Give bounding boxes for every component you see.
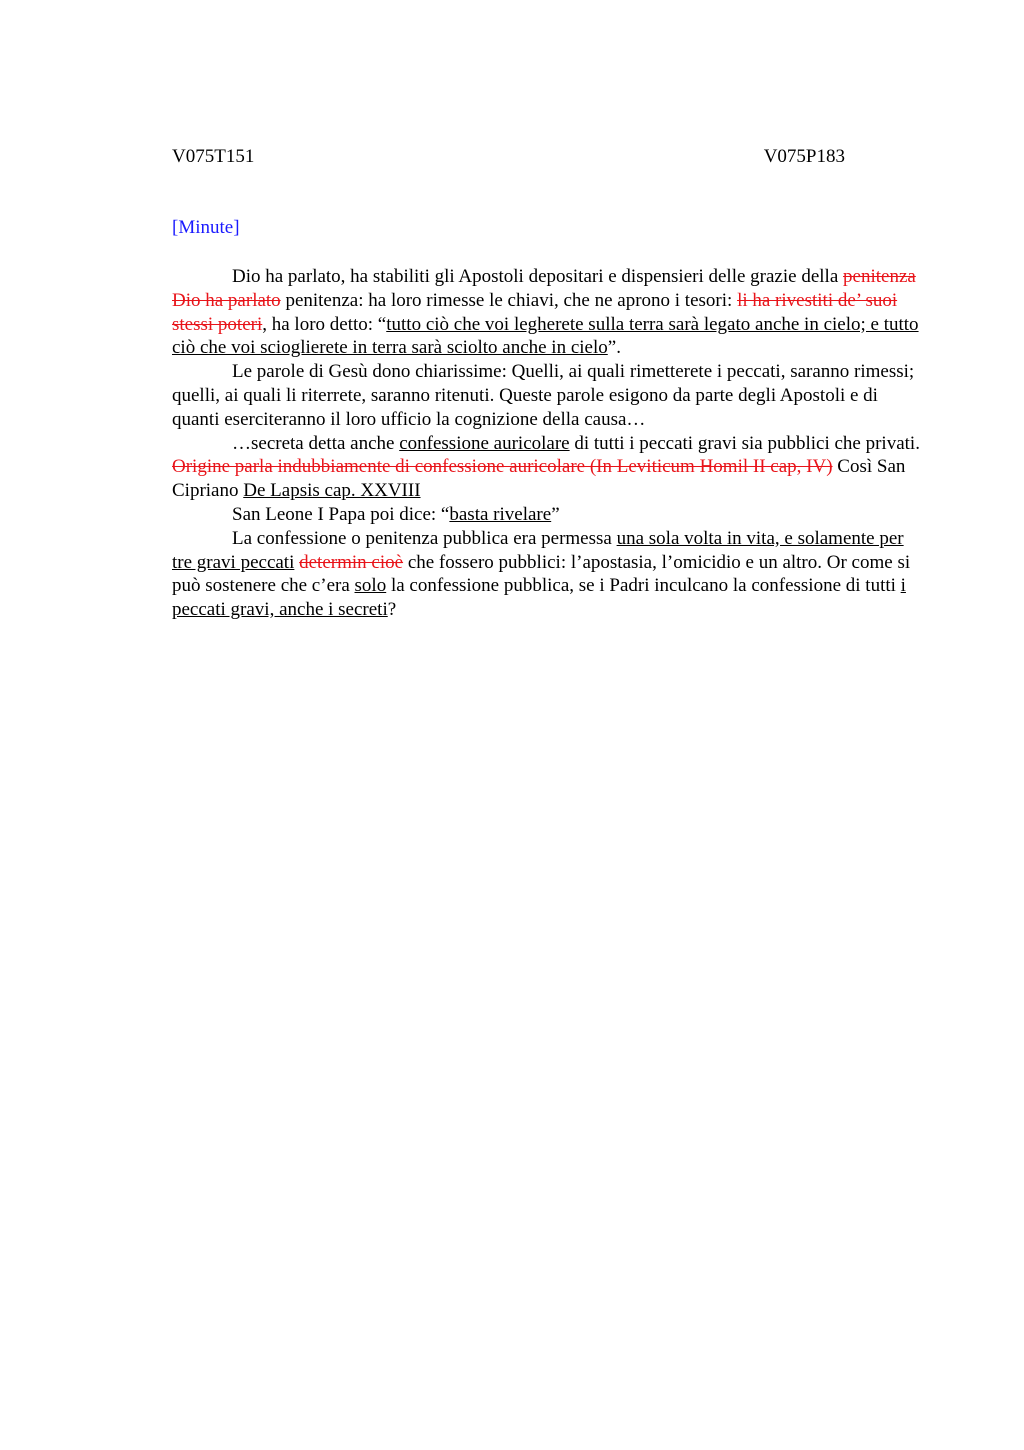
text-segment: …secreta detta anche: [232, 432, 400, 454]
text-segment: San Leone I Papa poi dice: “: [232, 503, 450, 525]
text-segment: , ha loro detto: “: [262, 313, 387, 335]
text-segment: La confessione o penitenza pubblica era permessa: [232, 527, 617, 549]
deleted-text: determin cioè: [299, 551, 404, 573]
paragraph-3: [172, 432, 928, 503]
document-code-left: V075T151: [172, 146, 255, 167]
paragraph-1: [172, 265, 928, 360]
text-segment: Dio ha parlato, ha stabiliti gli Apostoli depositari e dispensieri delle grazie della: [232, 266, 844, 287]
underlined-text: una sola volta in vita, e solamente per tre gravi peccati: [172, 527, 904, 573]
text-segment: che fossero pubblici: l’apostasia, l’omicidio e un altro. Or come si può sostenere che c’era: [172, 551, 911, 597]
paragraph-5: [172, 527, 928, 622]
text-segment: ?: [387, 599, 397, 621]
text-segment: ”: [551, 503, 560, 525]
deleted-text: penitenza Dio ha parlato: [172, 266, 916, 311]
underlined-quote: tutto ciò che voi legherete sulla terra sarà legato anche in cielo; e tutto ciò che voi scioglierete in terra sarà sciolto anche in cielo: [172, 313, 919, 359]
underlined-text: i peccati gravi, anche i secreti: [172, 575, 906, 621]
paragraph-2: [172, 360, 928, 431]
underlined-quote: basta rivelare: [449, 503, 552, 525]
text-segment: di tutti i peccati gravi sia pubblici che privati.: [569, 432, 920, 454]
underlined-citation: De Lapsis cap. XXVIII: [243, 480, 421, 502]
underlined-text: confessione auricolare: [399, 432, 570, 454]
text-segment: Così San Cipriano: [172, 456, 906, 502]
underlined-text: solo: [354, 575, 387, 597]
text-segment: la confessione pubblica, se i Padri inculcano la confessione di tutti: [386, 575, 901, 597]
text-segment: Le parole di Gesù dono chiarissime: Quelli, ai quali rimetterete i peccati, saranno rimessi; quelli, ai quali li riterrete, saranno ritenuti. Queste parole esigono da parte degli Apostoli e di quanti eserciteranno il loro ufficio la cognizione della causa…: [172, 361, 915, 430]
deleted-text: li ha rivestiti de’ suoi stessi poteri: [172, 289, 898, 335]
document-body: [172, 265, 928, 622]
text-segment: ”.: [607, 337, 621, 359]
section-label: [Minute]: [172, 217, 240, 238]
text-segment: penitenza: ha loro rimesse le chiavi, che ne aprono i tesori:: [280, 289, 738, 311]
deleted-text: Origine parla indubbiamente di confessione auricolare (In Leviticum Homil II cap, IV): [172, 456, 833, 478]
document-code-right: V075P183: [763, 146, 845, 167]
paragraph-4: [172, 503, 928, 527]
